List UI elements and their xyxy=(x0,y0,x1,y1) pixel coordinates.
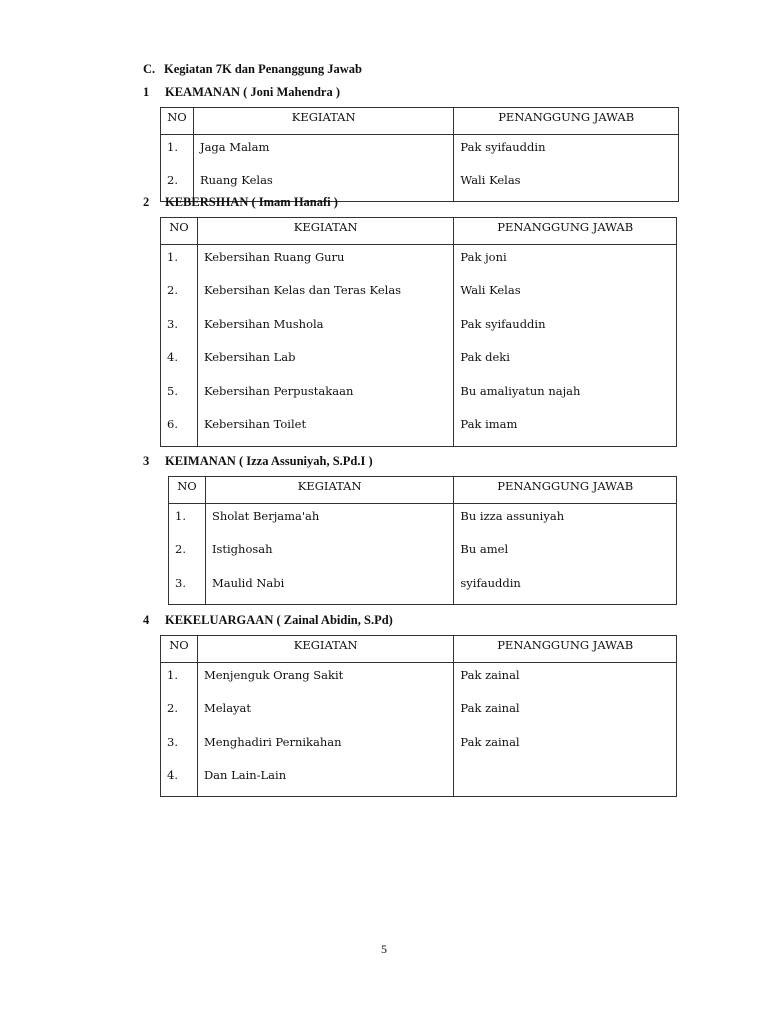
cell-kegiatan: Kebersihan Mushola xyxy=(197,312,453,346)
table-keimanan xyxy=(168,476,677,605)
table-header-row xyxy=(161,108,679,135)
cell-no: 4. xyxy=(161,763,198,797)
cell-no: 1. xyxy=(169,504,206,538)
cell-kegiatan: Kebersihan Toilet xyxy=(197,412,453,446)
cell-pj: Pak zainal xyxy=(454,696,677,730)
col-header-kegiatan: KEGIATAN xyxy=(197,636,453,663)
cell-pj: Wali Kelas xyxy=(454,278,677,312)
section-number: 1 xyxy=(143,85,150,99)
table-row xyxy=(161,730,677,764)
cell-no: 1. xyxy=(161,245,198,279)
table-kebersihan xyxy=(160,217,677,447)
table-row xyxy=(161,245,677,279)
table-row xyxy=(169,504,677,538)
section-title-text: KEKELUARGAAN ( Zainal Abidin, S.Pd) xyxy=(165,613,393,627)
cell-no: 3. xyxy=(161,730,198,764)
section-title-kebersihan xyxy=(143,195,338,210)
table-header-row xyxy=(161,636,677,663)
col-header-pj: PENANGGUNG JAWAB xyxy=(454,636,677,663)
section-number: 3 xyxy=(143,454,150,468)
col-header-pj: PENANGGUNG JAWAB xyxy=(454,477,677,504)
section-number: 4 xyxy=(143,613,150,627)
table-row xyxy=(169,537,677,571)
col-header-no: NO xyxy=(161,108,194,135)
cell-pj: Pak syifauddin xyxy=(454,135,679,169)
cell-no: 5. xyxy=(161,379,198,413)
section-title-text: KEAMANAN ( Joni Mahendra ) xyxy=(165,85,340,99)
cell-kegiatan: Kebersihan Lab xyxy=(197,345,453,379)
table-row xyxy=(161,763,677,797)
table-row xyxy=(161,379,677,413)
table-row xyxy=(169,571,677,605)
cell-no: 1. xyxy=(161,135,194,169)
cell-pj: Pak syifauddin xyxy=(454,312,677,346)
cell-no: 2. xyxy=(161,696,198,730)
col-header-pj: PENANGGUNG JAWAB xyxy=(454,108,679,135)
cell-pj: Bu amaliyatun najah xyxy=(454,379,677,413)
heading-text: Kegiatan 7K dan Penanggung Jawab xyxy=(164,62,362,76)
cell-kegiatan: Menjenguk Orang Sakit xyxy=(197,663,453,697)
cell-kegiatan: Dan Lain-Lain xyxy=(197,763,453,797)
section-title-text: KEBERSIHAN ( Imam Hanafi ) xyxy=(165,195,338,209)
table-keamanan xyxy=(160,107,679,202)
cell-no: 3. xyxy=(169,571,206,605)
table-row xyxy=(161,135,679,169)
cell-kegiatan: Kebersihan Kelas dan Teras Kelas xyxy=(197,278,453,312)
cell-kegiatan: Istighosah xyxy=(205,537,453,571)
cell-no: 6. xyxy=(161,412,198,446)
section-number: 2 xyxy=(143,195,150,209)
col-header-kegiatan: KEGIATAN xyxy=(205,477,453,504)
cell-pj: Wali Kelas xyxy=(454,168,679,202)
cell-no: 3. xyxy=(161,312,198,346)
cell-pj: Pak imam xyxy=(454,412,677,446)
col-header-kegiatan: KEGIATAN xyxy=(193,108,453,135)
table-row xyxy=(161,696,677,730)
cell-kegiatan: Ruang Kelas xyxy=(193,168,453,202)
section-title-text: KEIMANAN ( Izza Assuniyah, S.Pd.I ) xyxy=(165,454,373,468)
section-title-kekeluargaan xyxy=(143,613,393,628)
cell-pj: syifauddin xyxy=(454,571,677,605)
cell-kegiatan: Maulid Nabi xyxy=(205,571,453,605)
cell-no: 2. xyxy=(161,168,194,202)
cell-pj xyxy=(454,763,677,797)
table-kekeluargaan xyxy=(160,635,677,797)
section-title-keimanan xyxy=(143,454,373,469)
col-header-no: NO xyxy=(169,477,206,504)
table-row xyxy=(161,312,677,346)
cell-no: 2. xyxy=(169,537,206,571)
cell-kegiatan: Menghadiri Pernikahan xyxy=(197,730,453,764)
cell-kegiatan: Jaga Malam xyxy=(193,135,453,169)
table-row xyxy=(161,663,677,697)
cell-pj: Bu izza assuniyah xyxy=(454,504,677,538)
cell-pj: Pak deki xyxy=(454,345,677,379)
table-row xyxy=(161,278,677,312)
cell-pj: Pak zainal xyxy=(454,663,677,697)
col-header-pj: PENANGGUNG JAWAB xyxy=(454,218,677,245)
cell-no: 4. xyxy=(161,345,198,379)
heading-label: C. xyxy=(143,62,156,76)
cell-kegiatan: Melayat xyxy=(197,696,453,730)
section-heading xyxy=(143,62,362,77)
col-header-no: NO xyxy=(161,218,198,245)
table-header-row xyxy=(169,477,677,504)
col-header-kegiatan: KEGIATAN xyxy=(197,218,453,245)
cell-no: 1. xyxy=(161,663,198,697)
table-row xyxy=(161,345,677,379)
page-number: 5 xyxy=(381,942,387,956)
section-title-keamanan xyxy=(143,85,340,100)
cell-pj: Pak joni xyxy=(454,245,677,279)
table-header-row xyxy=(161,218,677,245)
cell-no: 2. xyxy=(161,278,198,312)
cell-kegiatan: Kebersihan Perpustakaan xyxy=(197,379,453,413)
cell-kegiatan: Sholat Berjama'ah xyxy=(205,504,453,538)
cell-kegiatan: Kebersihan Ruang Guru xyxy=(197,245,453,279)
table-row xyxy=(161,412,677,446)
cell-pj: Pak zainal xyxy=(454,730,677,764)
col-header-no: NO xyxy=(161,636,198,663)
cell-pj: Bu amel xyxy=(454,537,677,571)
